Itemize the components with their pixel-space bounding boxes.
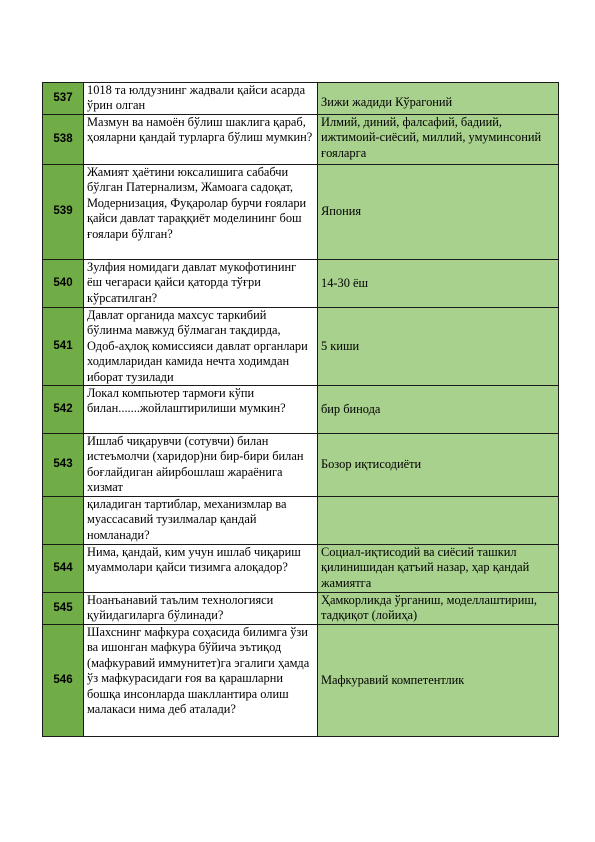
answer-cell: Бозор иқтисодиёти <box>318 434 559 497</box>
row-number: 537 <box>43 83 84 115</box>
table-row <box>43 497 559 545</box>
row-number <box>43 497 84 545</box>
table-row <box>43 386 559 434</box>
table-row <box>43 545 559 593</box>
row-number: 539 <box>43 165 84 260</box>
answer-cell: Зижи жадиди Кўрагоний <box>318 83 559 115</box>
table-row <box>43 625 559 737</box>
answer-cell: Мафкуравий компетентлик <box>318 625 559 737</box>
table-row <box>43 115 559 165</box>
row-number: 545 <box>43 593 84 625</box>
question-cell: Ноанъанавий таълим технологияси қуйидагиларга бўлинади? <box>84 593 318 625</box>
row-number: 538 <box>43 115 84 165</box>
row-number: 544 <box>43 545 84 593</box>
answer-cell: 14-30 ёш <box>318 260 559 308</box>
answer-cell: 5 киши <box>318 308 559 386</box>
row-number: 540 <box>43 260 84 308</box>
table-row <box>43 260 559 308</box>
table-row <box>43 165 559 260</box>
answer-cell: Ҳамкорликда ўрганиш, моделлаштириш, тадқиқот (лойиҳа) <box>318 593 559 625</box>
question-cell: Нима, қандай, ким учун ишлаб чиқариш муаммолари қайси тизимга алоқадор? <box>84 545 318 593</box>
row-number: 543 <box>43 434 84 497</box>
question-cell: Давлат органида махсус таркибий бўлинма мавжуд бўлмаган тақдирда, Одоб-аҳлоқ комиссияси давлат органлари ходимларидан камида нечта ходимдан иборат тузилади <box>84 308 318 386</box>
question-cell: 1018 та юлдузнинг жадвали қайси асарда ўрин олган <box>84 83 318 115</box>
question-cell: Мазмун ва намоён бўлиш шаклига қараб, ҳояларни қандай турларга бўлиш мумкин? <box>84 115 318 165</box>
table-row <box>43 83 559 115</box>
question-cell: Шахснинг мафкура соҳасида билимга ўзи ва ишонган мафкура бўйича эътиқод (мафкуравий иммунитет)га эгалиги ҳамда ўз мафкурасидаги ғоя ва қарашларни бошқа инсонларда шакллантира олиш малакаси нима деб аталади? <box>84 625 318 737</box>
question-cell: Ишлаб чиқарувчи (сотувчи) билан истеъмолчи (харидор)ни бир-бири билан боғлайдиган айирбошлаш жараёнига хизмат <box>84 434 318 497</box>
answer-cell: Илмий, диний, фалсафий, бадиий, ижтимоий-сиёсий, миллий, умуминсоний ғояларга <box>318 115 559 165</box>
answer-cell <box>318 497 559 545</box>
questions-table <box>42 82 559 737</box>
question-cell: Локал компьютер тармоғи кўпи билан.......жойлаштирилиши мумкин? <box>84 386 318 434</box>
table-row <box>43 593 559 625</box>
question-cell: Жамият ҳаётини юксалишига сабабчи бўлган Патернализм, Жамоага садоқат, Модернизация, Фуқаролар бурчи ғоялари қайси давлат тараққиёт моделининг бош ғоялари бўлган? <box>84 165 318 260</box>
row-number: 541 <box>43 308 84 386</box>
question-cell: Зулфия номидаги давлат мукофотининг ёш чегараси қайси қаторда тўғри кўрсатилган? <box>84 260 318 308</box>
answer-cell: Социал-иқтисодий ва сиёсий ташкил қилинишидан қатъий назар, ҳар қандай жамиятга <box>318 545 559 593</box>
row-number: 546 <box>43 625 84 737</box>
answer-cell: бир бинода <box>318 386 559 434</box>
table-row <box>43 308 559 386</box>
table-row <box>43 434 559 497</box>
question-cell: қиладиган тартиблар, механизмлар ва муассасавий тузилмалар қандай номланади? <box>84 497 318 545</box>
answer-cell: Япония <box>318 165 559 260</box>
row-number: 542 <box>43 386 84 434</box>
